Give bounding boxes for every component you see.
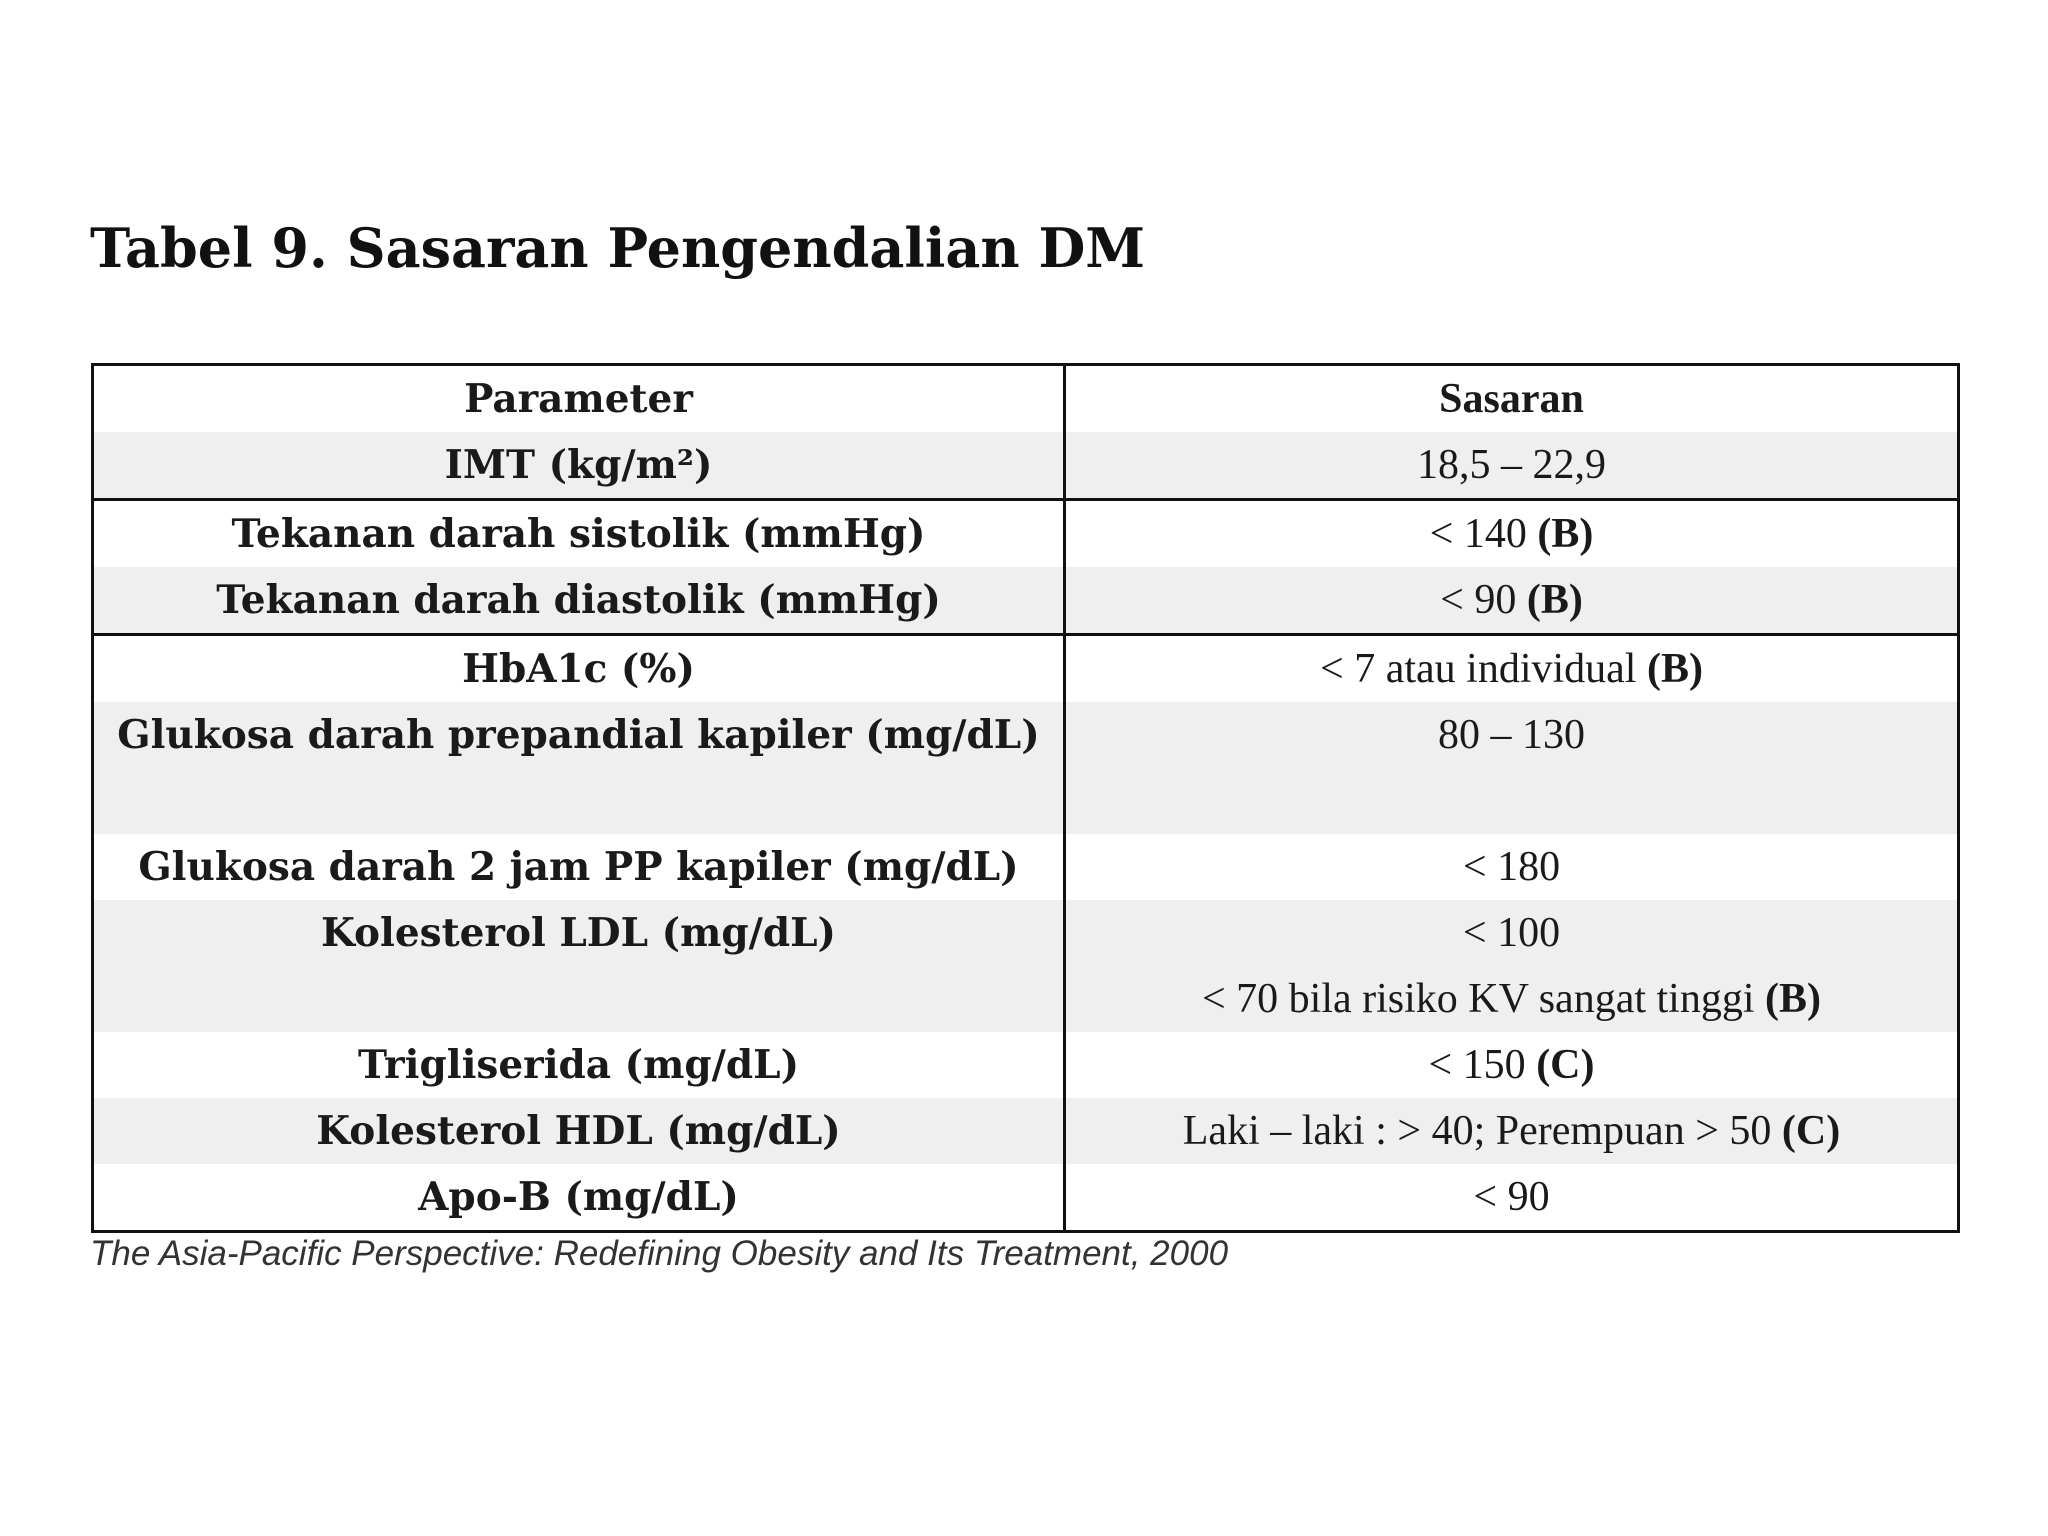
table-row (94, 834, 1957, 900)
table-row (94, 567, 1957, 633)
target-cell (1066, 567, 1957, 633)
header-target (1066, 366, 1957, 432)
target-cell (1066, 900, 1957, 1032)
target-value: < 140 (1429, 511, 1527, 557)
table-row (94, 432, 1957, 498)
table-group-1 (94, 366, 1957, 501)
target-value: < 90 (1473, 1174, 1550, 1220)
target-value: 80 – 130 (1438, 712, 1585, 758)
evidence-grade: (C) (1781, 1108, 1841, 1154)
param-cell: Glukosa darah 2 jam PP kapiler (mg/dL) (94, 834, 1066, 900)
param-cell: Glukosa darah prepandial kapiler (mg/dL) (94, 702, 1066, 834)
target-value: < 7 atau individual (1320, 646, 1637, 692)
param-cell: Trigliserida (mg/dL) (94, 1032, 1066, 1098)
param-cell: IMT (kg/m²) (94, 432, 1066, 498)
table-row (94, 1098, 1957, 1164)
evidence-grade: (C) (1536, 1042, 1595, 1088)
targets-table (91, 363, 1960, 1233)
target-value: < 150 (1428, 1042, 1526, 1088)
table-row (94, 501, 1957, 567)
target-cell (1066, 432, 1957, 498)
table-row (94, 636, 1957, 702)
table-title: Tabel 9. Sasaran Pengendalian DM (90, 216, 1146, 280)
evidence-grade: (B) (1537, 511, 1594, 557)
source-citation: The Asia-Pacific Perspective: Redefining Obesity and Its Treatment, 2000 (90, 1234, 1229, 1273)
evidence-grade: (B) (1526, 577, 1583, 623)
param-cell: Tekanan darah sistolik (mmHg) (94, 501, 1066, 567)
target-cell (1066, 702, 1957, 834)
evidence-grade: (B) (1646, 646, 1703, 692)
header-target-text: Sasaran (1439, 376, 1584, 422)
target-value-2: < 70 bila risiko KV sangat tinggi (1201, 976, 1755, 1022)
target-cell (1066, 834, 1957, 900)
target-value: < 180 (1462, 844, 1561, 890)
table-group-3 (94, 636, 1957, 1230)
table-row (94, 1164, 1957, 1230)
header-parameter: Parameter (94, 366, 1066, 432)
target-cell (1066, 501, 1957, 567)
evidence-grade: (B) (1765, 976, 1822, 1022)
param-cell: Apo-B (mg/dL) (94, 1164, 1066, 1230)
table-header-row (94, 366, 1957, 432)
target-value: 18,5 – 22,9 (1417, 442, 1606, 488)
target-value-secondary (1078, 966, 1945, 1032)
table-row (94, 1032, 1957, 1098)
param-cell: Kolesterol LDL (mg/dL) (94, 900, 1066, 1032)
target-cell (1066, 1032, 1957, 1098)
target-cell (1066, 1098, 1957, 1164)
param-cell: Tekanan darah diastolik (mmHg) (94, 567, 1066, 633)
table-row (94, 900, 1957, 1032)
param-cell: HbA1c (%) (94, 636, 1066, 702)
table-group-2 (94, 501, 1957, 636)
target-value: Laki – laki : > 40; Perempuan > 50 (1182, 1108, 1772, 1154)
table-row (94, 702, 1957, 834)
param-cell: Kolesterol HDL (mg/dL) (94, 1098, 1066, 1164)
target-value: < 90 (1440, 577, 1517, 623)
target-cell (1066, 636, 1957, 702)
target-value: < 100 (1462, 910, 1561, 956)
target-cell (1066, 1164, 1957, 1230)
